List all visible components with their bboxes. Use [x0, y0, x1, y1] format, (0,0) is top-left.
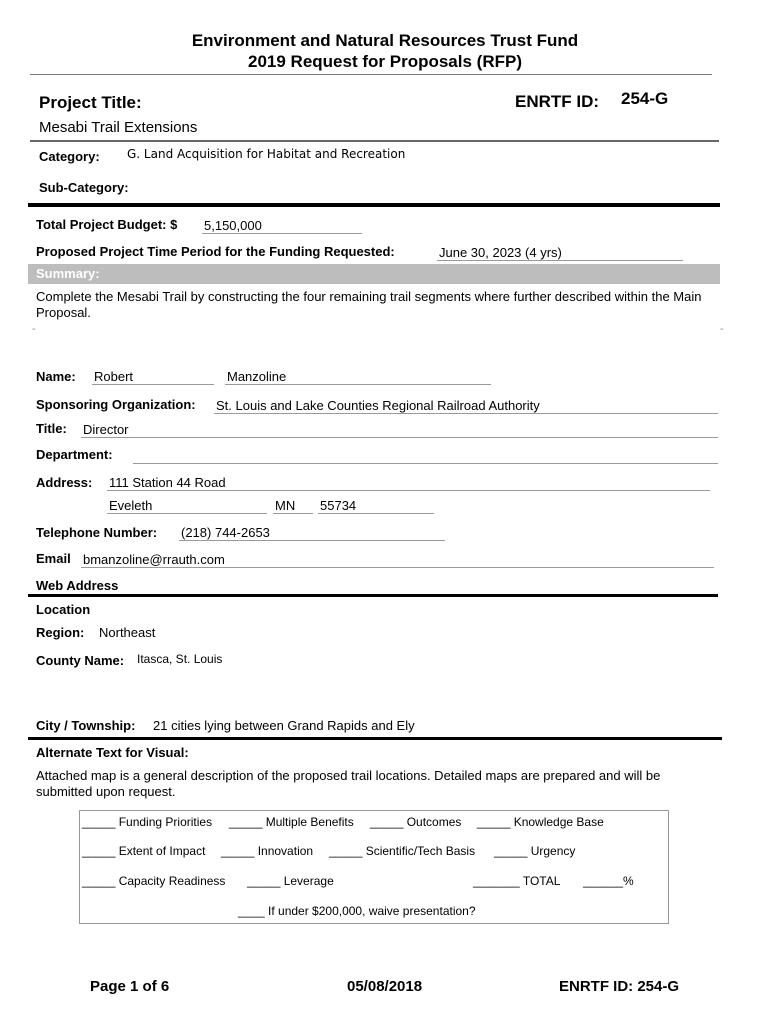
department-label: Department:: [36, 447, 113, 462]
footer-id: ENRTF ID: 254-G: [559, 978, 680, 995]
web-address-label: Web Address: [36, 578, 119, 593]
score-urgency: _____ Urgency: [494, 844, 576, 858]
section-rule-1: [28, 203, 720, 207]
location-heading: Location: [36, 602, 91, 617]
street-field[interactable]: 111 Station 44 Road: [107, 475, 710, 491]
score-leverage: _____ Leverage: [247, 874, 334, 888]
department-field[interactable]: [133, 448, 718, 464]
title-rule: [30, 140, 719, 142]
web-address-field[interactable]: [131, 579, 715, 595]
score-funding-priorities: _____ Funding Priorities: [82, 815, 213, 829]
score-outcomes: _____ Outcomes: [370, 815, 462, 829]
zip-field[interactable]: 55734: [318, 498, 434, 514]
title-field[interactable]: Director: [81, 422, 718, 438]
name-label: Name:: [36, 369, 76, 384]
section-rule-3: [28, 737, 722, 740]
summary-text[interactable]: Complete the Mesabi Trail by constructing the four remaining trail segments where further described within the Main Proposal.: [36, 289, 702, 320]
phone-label: Telephone Number:: [36, 525, 158, 540]
score-scientific-tech-basis: _____ Scientific/Tech Basis: [329, 844, 476, 858]
score-multiple-benefits: _____ Multiple Benefits: [229, 815, 354, 829]
county-label: County Name:: [36, 653, 125, 668]
first-name-field[interactable]: Robert: [92, 369, 214, 385]
org-field[interactable]: St. Louis and Lake Counties Regional Railroad Authority: [214, 398, 718, 414]
section-rule-2: [28, 594, 718, 597]
org-label: Sponsoring Organization:: [36, 397, 196, 412]
city-township-value[interactable]: 21 cities lying between Grand Rapids and Ely: [153, 718, 415, 733]
footer-date: 05/08/2018: [347, 978, 423, 995]
email-field[interactable]: bmanzoline@rrauth.com: [81, 552, 714, 568]
category-value: G. Land Acquisition for Habitat and Recreation: [127, 147, 406, 161]
email-label: Email: [36, 551, 71, 566]
header-line2: 2019 Request for Proposals (RFP): [248, 52, 522, 71]
city-field[interactable]: Eveleth: [107, 498, 267, 514]
summary-box-right-tick: -: [720, 323, 724, 335]
enrtf-id-label: ENRTF ID:: [515, 92, 600, 111]
score-capacity-readiness: _____ Capacity Readiness: [82, 874, 226, 888]
score-knowledge-base: _____ Knowledge Base: [477, 815, 604, 829]
score-percent: ______%: [583, 874, 634, 888]
summary-box-left-tick: -: [32, 323, 36, 335]
state-field[interactable]: MN: [273, 498, 313, 514]
visual-text[interactable]: Attached map is a general description of the proposed trail locations. Detailed maps are prepared and will be submitted upon request.: [36, 768, 661, 799]
footer-page: Page 1 of 6: [90, 978, 170, 995]
score-total: _______ TOTAL: [473, 874, 561, 888]
budget-label: Total Project Budget: $: [36, 217, 178, 232]
last-name-field[interactable]: Manzoline: [225, 369, 491, 385]
enrtf-id-value: 254-G: [621, 89, 669, 108]
project-title-label: Project Title:: [39, 93, 142, 112]
score-waive-presentation: ____ If under $200,000, waive presentation?: [238, 904, 476, 918]
period-label: Proposed Project Time Period for the Funding Requested:: [36, 244, 395, 259]
header-rule: [30, 74, 712, 75]
budget-field[interactable]: 5,150,000: [202, 218, 362, 234]
region-value[interactable]: Northeast: [99, 625, 156, 640]
address-label: Address:: [36, 475, 93, 490]
header-line1: Environment and Natural Resources Trust Fund: [191, 31, 579, 50]
period-field[interactable]: June 30, 2023 (4 yrs): [437, 245, 683, 261]
title-label: Title:: [36, 421, 67, 436]
phone-field[interactable]: (218) 744-2653: [179, 525, 445, 541]
subcategory-label: Sub-Category:: [39, 180, 129, 195]
city-township-label: City / Township:: [36, 718, 136, 733]
summary-label: Summary:: [28, 264, 720, 284]
score-extent-of-impact: _____ Extent of Impact: [82, 844, 206, 858]
region-label: Region:: [36, 625, 85, 640]
category-label: Category:: [39, 149, 100, 164]
project-title-value: Mesabi Trail Extensions: [39, 119, 198, 136]
county-value[interactable]: Itasca, St. Louis: [137, 652, 223, 666]
score-innovation: _____ Innovation: [221, 844, 314, 858]
visual-label: Alternate Text for Visual:: [36, 745, 189, 760]
